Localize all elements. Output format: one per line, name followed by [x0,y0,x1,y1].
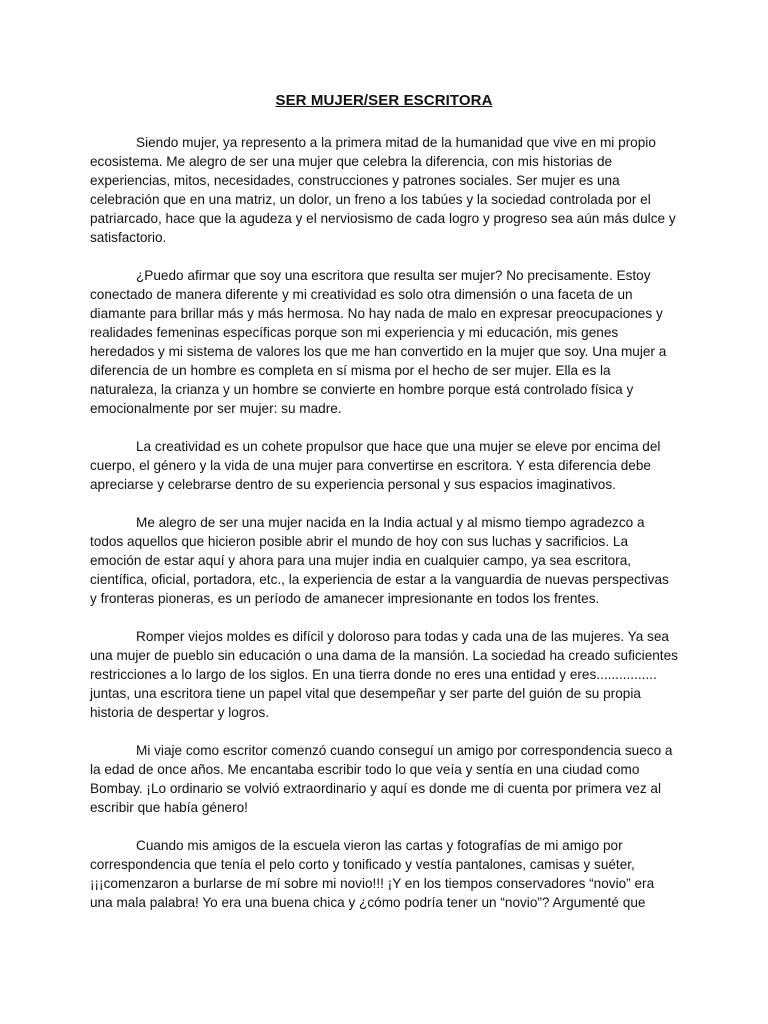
paragraph-1: Siendo mujer, ya represento a la primera mitad de la humanidad que vive en mi propio ecosistema. Me alegro de ser una mujer que celebra la diferencia, con mis historias de experiencias, mitos, necesidades, construcciones y patrones sociales. Ser mujer es una celebración que en una matriz, un dolor, un freno a los tabúes y la sociedad controlada por el patriarcado, hace que la agudeza y el nerviosismo de cada logro y progreso sea aún más dulce y satisfactorio. [90,135,676,245]
paragraph-7: Cuando mis amigos de la escuela vieron las cartas y fotografías de mi amigo por correspondencia que tenía el pelo corto y tonificado y vestía pantalones, camisas y suéter, ¡¡¡comenzaron a burlarse de mí sobre mi novio!!! ¡Y en los tiempos conservadores “novio” era una mala palabra! Yo era una buena chica y ¿cómo podría tener un “novio”? Argumenté que [90,838,655,910]
paragraph-4: Me alegro de ser una mujer nacida en la India actual y al mismo tiempo agradezco a todos aquellos que hicieron posible abrir el mundo de hoy con sus luchas y sacrificios. La emoción de estar aquí y ahora para una mujer india en cualquier campo, ya sea escritora, científica, oficial, portadora, etc., la experiencia de estar a la vanguardia de nuevas perspectivas y fronteras pioneras, es un período de amanecer impresionante en todos los frentes. [90,515,669,606]
paragraph-3: La creatividad es un cohete propulsor que hace que una mujer se eleve por encima del cuerpo, el género y la vida de una mujer para convertirse en escritora. Y esta diferencia debe apreciarse y celebrarse dentro de su experiencia personal y sus espacios imaginativos. [90,439,661,492]
paragraph-5: Romper viejos moldes es difícil y doloroso para todas y cada una de las mujeres. Ya sea una mujer de pueblo sin educación o una dama de la mansión. La sociedad ha creado suficientes restricciones a lo largo de los siglos. En una tierra donde no eres una entidad y eres................ juntas, una escritora tiene un papel vital que desempeñar y ser parte del guión de su propia historia de despertar y logros. [90,629,678,720]
paragraph-2: ¿Puedo afirmar que soy una escritora que resulta ser mujer? No precisamente. Estoy conectado de manera diferente y mi creatividad es solo otra dimensión o una faceta de un diamante para brillar más y más hermosa. No hay nada de malo en expresar preocupaciones y realidades femeninas específicas porque son mi experiencia y mi educación, mis genes heredados y mi sistema de valores los que me han convertido en la mujer que soy. Una mujer a diferencia de un hombre es completa en sí misma por el hecho de ser mujer. Ella es la naturaleza, la crianza y un hombre se convierte en hombre porque está controlado física y emocionalmente por ser mujer: su madre. [90,268,667,416]
document-title: SER MUJER/SER ESCRITORA [275,92,493,109]
document-page [90,92,678,931]
paragraph-6: Mi viaje como escritor comenzó cuando conseguí un amigo por correspondencia sueco a la edad de once años. Me encantaba escribir todo lo que veía y sentía en una ciudad como Bombay. ¡Lo ordinario se volvió extraordinario y aquí es donde me di cuenta por primera vez al escribir que había género! [90,743,673,815]
